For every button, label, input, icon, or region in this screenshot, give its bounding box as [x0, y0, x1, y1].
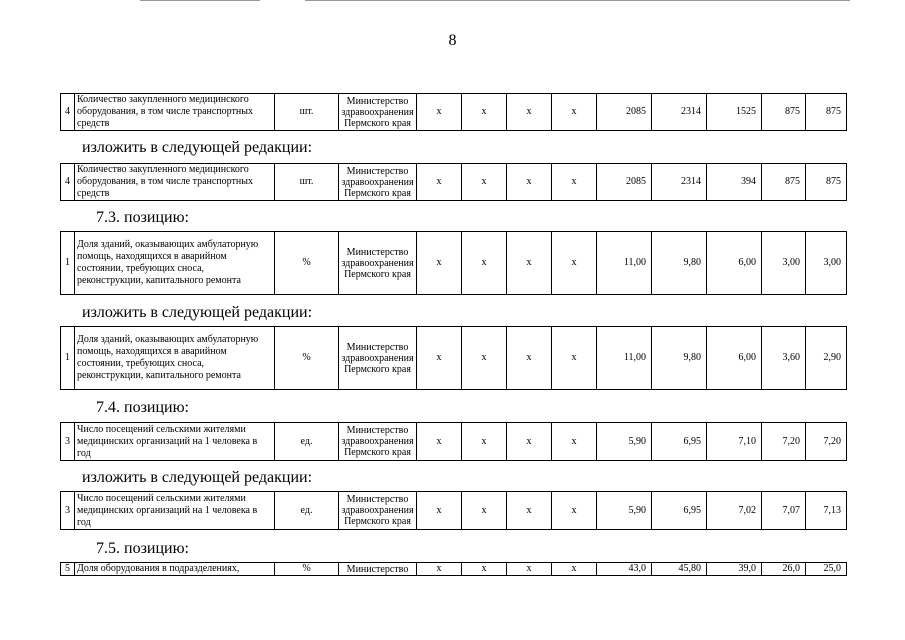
indicator-table-6 [60, 491, 847, 530]
section-heading: изложить в следующей редакции: [82, 139, 313, 156]
value: 6,95 [652, 492, 707, 530]
value: 39,0 [707, 563, 762, 576]
cell-x: x [507, 492, 552, 530]
value: 6,00 [707, 232, 762, 295]
table-row [61, 563, 847, 576]
cell-x: x [462, 164, 507, 201]
value: 6,95 [652, 423, 707, 461]
row-number: 1 [61, 327, 75, 390]
responsible-org: Министерство здравоохранения Пермского края [339, 423, 417, 461]
cell-x: x [417, 232, 462, 295]
value: 9,80 [652, 327, 707, 390]
section-heading: 7.5. позицию: [96, 540, 189, 557]
value: 3,00 [762, 232, 806, 295]
table-row [61, 164, 847, 201]
value: 875 [806, 94, 847, 131]
section-heading: изложить в следующей редакции: [82, 304, 313, 321]
value: 1525 [707, 94, 762, 131]
value: 11,00 [597, 327, 652, 390]
value: 2085 [597, 94, 652, 131]
value: 3,00 [806, 232, 847, 295]
unit: % [275, 563, 339, 576]
indicator-name: Доля зданий, оказывающих амбулаторную помощь, находящихся в аварийном состоянии, требующих сноса, реконструкции, капитального ремонта [75, 327, 275, 390]
table-row [61, 94, 847, 131]
indicator-table-5 [60, 422, 847, 461]
cell-x: x [462, 327, 507, 390]
indicator-table-1 [60, 93, 847, 131]
row-number: 3 [61, 492, 75, 530]
indicator-name: Число посещений сельскими жителями медицинских организаций на 1 человека в год [75, 423, 275, 461]
indicator-name: Доля зданий, оказывающих амбулаторную помощь, находящихся в аварийном состоянии, требующих сноса, реконструкции, капитального ремонта [75, 232, 275, 295]
value: 7,07 [762, 492, 806, 530]
cell-x: x [552, 563, 597, 576]
table-row [61, 327, 847, 390]
unit: ед. [275, 492, 339, 530]
cell-x: x [507, 94, 552, 131]
row-number: 4 [61, 94, 75, 131]
responsible-org: Министерство здравоохранения Пермского края [339, 492, 417, 530]
value: 2,90 [806, 327, 847, 390]
value: 5,90 [597, 423, 652, 461]
responsible-org: Министерство здравоохранения Пермского края [339, 232, 417, 295]
value: 2085 [597, 164, 652, 201]
cell-x: x [417, 423, 462, 461]
value: 7,20 [762, 423, 806, 461]
indicator-table-2 [60, 163, 847, 201]
responsible-org: Министерство здравоохранения Пермского края [339, 327, 417, 390]
cell-x: x [552, 327, 597, 390]
value: 9,80 [652, 232, 707, 295]
cell-x: x [417, 164, 462, 201]
value: 43,0 [597, 563, 652, 576]
unit: % [275, 232, 339, 295]
table-row [61, 423, 847, 461]
cell-x: x [417, 492, 462, 530]
indicator-name: Количество закупленного медицинского оборудования, в том числе транспортных средств [75, 164, 275, 201]
indicator-table-3 [60, 231, 847, 295]
value: 5,90 [597, 492, 652, 530]
cell-x: x [552, 492, 597, 530]
value: 3,60 [762, 327, 806, 390]
cell-x: x [462, 492, 507, 530]
value: 875 [806, 164, 847, 201]
indicator-table-4 [60, 326, 847, 390]
unit: шт. [275, 164, 339, 201]
section-heading: 7.4. позицию: [96, 399, 189, 416]
cell-x: x [462, 563, 507, 576]
value: 7,13 [806, 492, 847, 530]
cell-x: x [552, 94, 597, 131]
section-heading: 7.3. позицию: [96, 209, 189, 226]
value: 11,00 [597, 232, 652, 295]
indicator-name: Количество закупленного медицинского оборудования, в том числе транспортных средств [75, 94, 275, 131]
cell-x: x [552, 164, 597, 201]
value: 875 [762, 94, 806, 131]
cell-x: x [507, 164, 552, 201]
row-number: 1 [61, 232, 75, 295]
table-row [61, 232, 847, 295]
cell-x: x [507, 232, 552, 295]
row-number: 4 [61, 164, 75, 201]
row-number: 3 [61, 423, 75, 461]
top-rule-right [305, 0, 850, 1]
cell-x: x [507, 327, 552, 390]
responsible-org: Министерство здравоохранения Пермского края [339, 164, 417, 201]
value: 6,00 [707, 327, 762, 390]
unit: шт. [275, 94, 339, 131]
cell-x: x [507, 563, 552, 576]
section-heading: изложить в следующей редакции: [82, 469, 313, 486]
value: 45,80 [652, 563, 707, 576]
page-number: 8 [448, 32, 457, 49]
row-number: 5 [61, 563, 75, 576]
value: 7,20 [806, 423, 847, 461]
cell-x: x [552, 232, 597, 295]
cell-x: x [507, 423, 552, 461]
value: 25,0 [806, 563, 847, 576]
value: 2314 [652, 94, 707, 131]
value: 2314 [652, 164, 707, 201]
top-rule-left [140, 0, 260, 1]
table-row [61, 492, 847, 530]
indicator-name: Число посещений сельскими жителями медицинских организаций на 1 человека в год [75, 492, 275, 530]
value: 875 [762, 164, 806, 201]
unit: ед. [275, 423, 339, 461]
value: 7,10 [707, 423, 762, 461]
value: 394 [707, 164, 762, 201]
responsible-org: Министерство здравоохранения Пермского края [339, 94, 417, 131]
unit: % [275, 327, 339, 390]
cell-x: x [552, 423, 597, 461]
cell-x: x [417, 94, 462, 131]
cell-x: x [462, 94, 507, 131]
cell-x: x [462, 232, 507, 295]
indicator-name: Доля оборудования в подразделениях, [75, 563, 275, 576]
value: 26,0 [762, 563, 806, 576]
cell-x: x [417, 327, 462, 390]
responsible-org: Министерство [339, 563, 417, 576]
cell-x: x [462, 423, 507, 461]
cell-x: x [417, 563, 462, 576]
indicator-table-7 [60, 562, 847, 576]
value: 7,02 [707, 492, 762, 530]
